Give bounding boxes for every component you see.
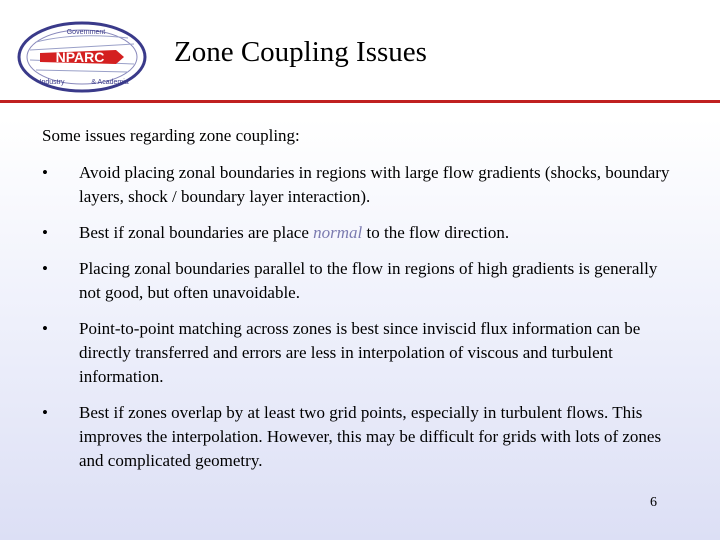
list-item [42,161,682,209]
bullet-marker: • [42,403,48,422]
logo-bottom-left-text: Industry [39,79,65,86]
list-item [42,317,682,389]
page-number: 6 [650,495,657,510]
list-item [42,257,682,305]
bullet-text [79,221,682,245]
bullet-text-before: Best if zonal boundaries are place [79,223,314,242]
nparc-logo [16,20,148,94]
bullet-marker: • [42,223,48,242]
bullet-text: Placing zonal boundaries parallel to the flow in regions of high gradients is generally not good, but often unavoidable. [79,259,658,302]
list-item [42,401,682,473]
logo-top-text: Government [66,29,106,36]
emphasis-normal: normal [313,223,363,242]
bullet-marker: • [42,259,48,278]
bullet-text: Point-to-point matching across zones is best since inviscid flux information can be directly transferred and errors are less in interpolation of viscous and turbulent information. [79,319,641,386]
logo-brand-text: NPARC [55,49,105,65]
title-divider [0,100,720,103]
logo-bottom-right-text: & Academia [91,79,129,86]
slide-title: Zone Coupling Issues [174,36,427,68]
list-item [42,221,682,245]
bullet-marker: • [42,163,48,182]
bullet-marker: • [42,319,48,338]
bullet-text-after: to the flow direction. [362,223,510,242]
bullet-text: Avoid placing zonal boundaries in regions with large flow gradients (shocks, boundary layers, shock / boundary layer interaction). [79,163,670,206]
bullet-text: Best if zones overlap by at least two grid points, especially in turbulent flows. This improves the interpolation. However, this may be difficult for grids with lots of zones and complicated geometry. [79,403,662,470]
bullet-list [42,161,682,485]
intro-text: Some issues regarding zone coupling: [42,126,300,145]
